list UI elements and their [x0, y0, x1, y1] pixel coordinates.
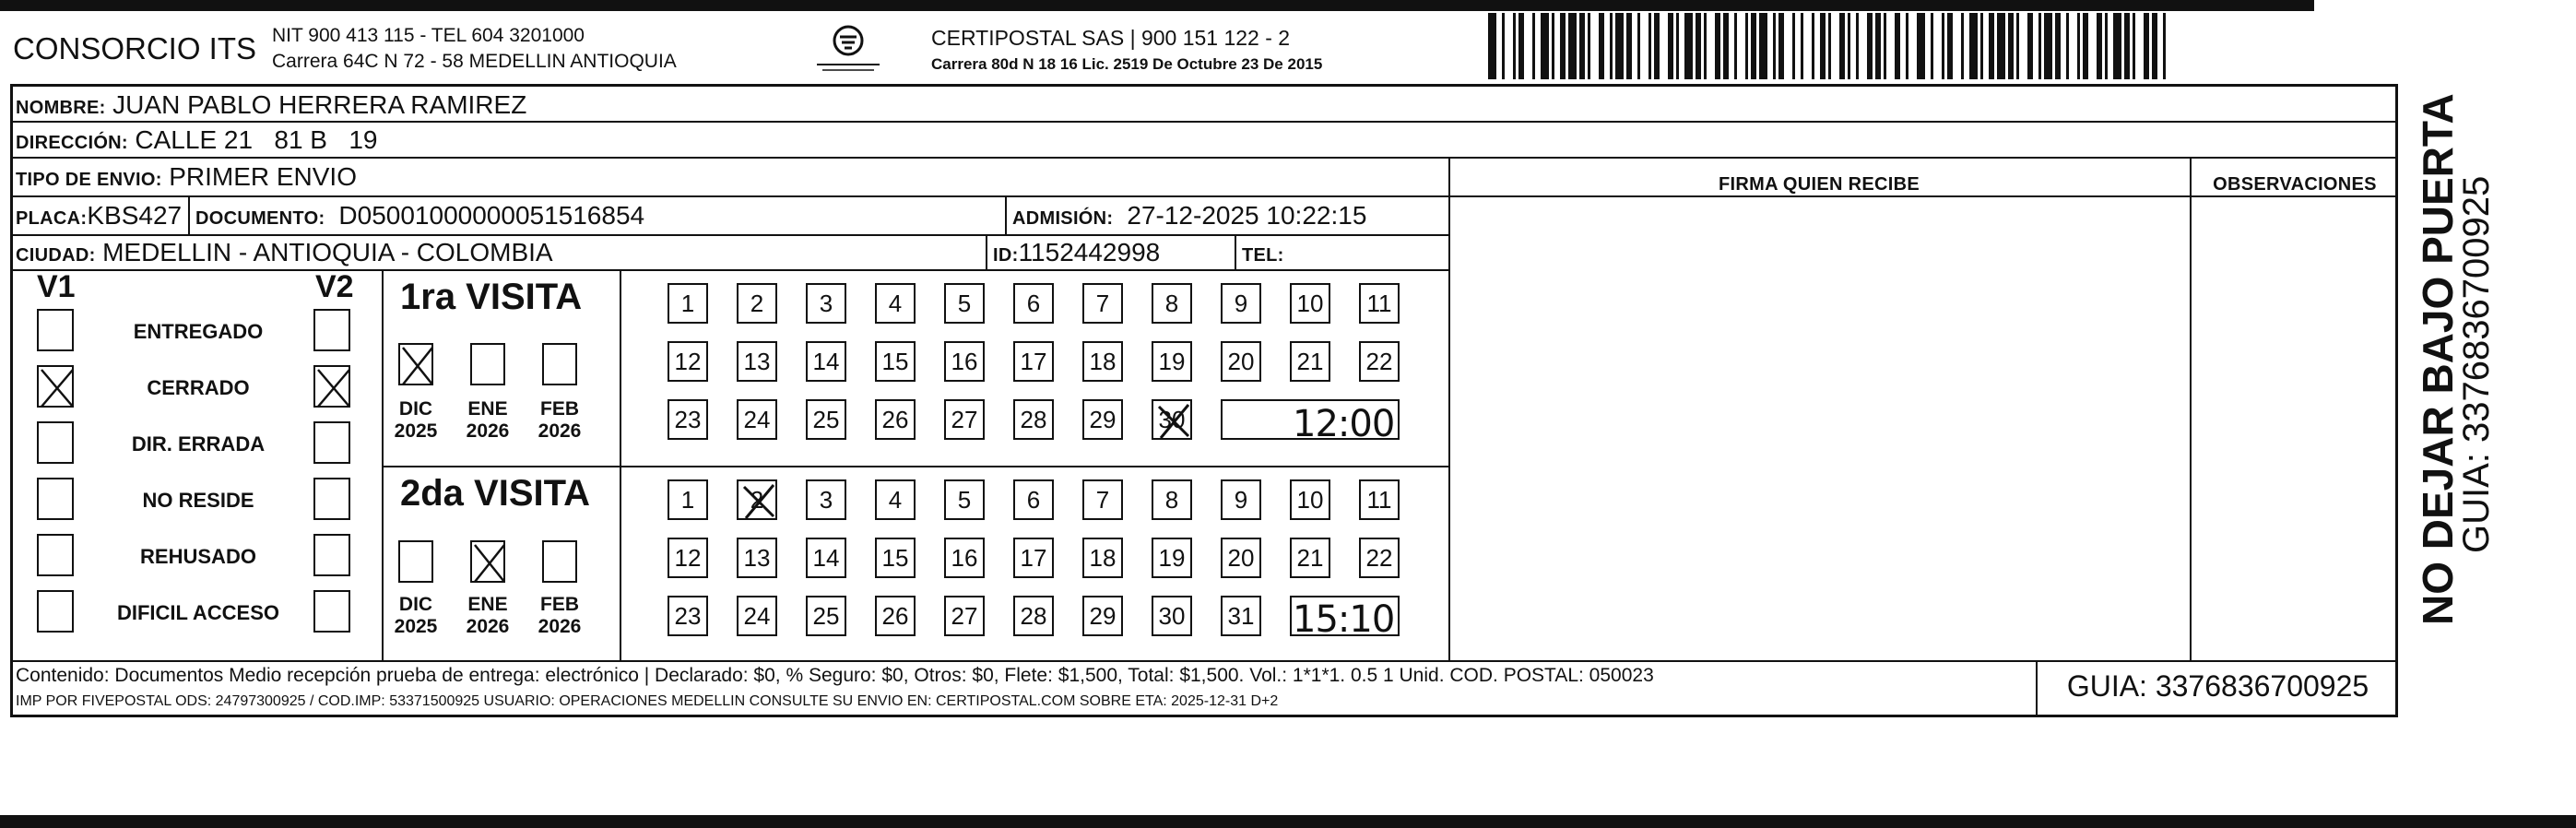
v2-status-checkbox[interactable] [313, 534, 350, 576]
month-checkbox[interactable] [398, 343, 433, 385]
barcode-bar [2113, 13, 2121, 79]
status-label: CERRADO [147, 376, 250, 399]
barcode-bar [1704, 13, 1707, 79]
v2-header: V2 [315, 269, 354, 304]
barcode-bar [1848, 13, 1850, 79]
day-box[interactable]: 26 [875, 399, 916, 440]
day-box[interactable]: 20 [1221, 341, 1261, 382]
day-box[interactable]: 24 [737, 596, 777, 636]
documento-value: D05001000000051516854 [338, 201, 645, 230]
direccion-row: DIRECCIÓN: CALLE 21 81 B 19 [16, 125, 378, 154]
day-box[interactable]: 3 [806, 283, 846, 324]
barcode-bar [1599, 13, 1604, 79]
col-divider [2190, 157, 2192, 660]
barcode-bar [2124, 13, 2130, 79]
day-box[interactable]: 12 [668, 341, 708, 382]
tipo-envio-row: TIPO DE ENVIO: PRIMER ENVIO [16, 162, 357, 191]
barcode-bar [1513, 13, 1516, 79]
month-year: 2026 [538, 420, 582, 442]
carrier-address: Carrera 80d N 18 16 Lic. 2519 De Octubre 23 De 2015 [931, 55, 1323, 73]
row-divider [382, 466, 1448, 467]
day-box[interactable]: 8 [1152, 283, 1192, 324]
v1-status-checkbox[interactable] [37, 421, 74, 464]
row-divider [10, 234, 1448, 236]
month-year: 2026 [538, 616, 582, 637]
barcode-bar [2077, 13, 2080, 79]
barcode-bar [1552, 13, 1554, 79]
tel-cell: TEL: [1242, 245, 1284, 266]
day-box[interactable]: 11 [1359, 283, 1400, 324]
observaciones-header: OBSERVACIONES [2213, 174, 2377, 195]
barcode-bar [1820, 13, 1826, 79]
barcode-bar [1942, 13, 1944, 79]
v2-status-checkbox[interactable] [313, 478, 350, 520]
month-label [388, 398, 443, 443]
day-box[interactable]: 3 [806, 479, 846, 520]
ciudad-value: MEDELLIN - ANTIOQUIA - COLOMBIA [102, 238, 553, 266]
col-divider [1235, 234, 1236, 269]
day-box[interactable]: 16 [944, 341, 985, 382]
day-box[interactable]: 26 [875, 596, 916, 636]
status-label: NO RESIDE [142, 489, 254, 512]
day-box[interactable]: 21 [1290, 538, 1330, 578]
day-box[interactable]: 27 [944, 596, 985, 636]
month-year: 2025 [394, 616, 438, 637]
day-box[interactable]: 13 [737, 341, 777, 382]
month-year: 2026 [466, 420, 510, 442]
day-box[interactable]: 22 [1359, 538, 1400, 578]
v1-status-checkbox[interactable] [37, 534, 74, 576]
day-box[interactable]: 17 [1013, 341, 1054, 382]
day-box[interactable]: 17 [1013, 538, 1054, 578]
v1-status-checkbox[interactable] [37, 309, 74, 351]
v1-status-checkbox[interactable] [37, 478, 74, 520]
day-box[interactable]: 15 [875, 538, 916, 578]
barcode-bar [2105, 13, 2108, 79]
day-box[interactable]: 29 [1082, 399, 1123, 440]
barcode-bar [2008, 13, 2014, 79]
v1-status-checkbox[interactable] [37, 365, 74, 408]
barcode-bar [1615, 13, 1624, 79]
firma-header: FIRMA QUIEN RECIBE [1719, 174, 1920, 195]
admision-cell: ADMISIÓN: 27-12-2025 10:22:15 [1012, 201, 1367, 230]
day-box[interactable]: 2 [737, 479, 777, 520]
status-label: ENTREGADO [133, 320, 264, 343]
barcode-bar [1637, 13, 1640, 79]
barcode-bar [2163, 13, 2166, 79]
company-name: CONSORCIO ITS [13, 31, 257, 65]
barcode-bar [2027, 13, 2033, 79]
barcode-bar [2097, 13, 2102, 79]
day-box[interactable]: 10 [1290, 479, 1330, 520]
barcode-bar [1560, 13, 1566, 79]
day-box[interactable]: 27 [944, 399, 985, 440]
barcode-bar [1502, 13, 1505, 79]
month-checkbox[interactable] [470, 343, 505, 385]
col-divider [188, 195, 190, 234]
day-box[interactable]: 28 [1013, 596, 1054, 636]
tipo-envio-value: PRIMER ENVIO [169, 162, 357, 191]
barcode-bar [1541, 13, 1549, 79]
barcode-bar [2066, 13, 2069, 79]
col-divider [382, 269, 384, 660]
footer-guia: GUIA: 3376836700925 [2066, 669, 2369, 703]
barcode-bar [1773, 13, 1776, 79]
day-box[interactable]: 8 [1152, 479, 1192, 520]
month-label [532, 398, 587, 443]
day-box[interactable]: 9 [1221, 283, 1261, 324]
day-box[interactable]: 14 [806, 538, 846, 578]
certipostal-logo [811, 20, 885, 76]
barcode-bar [1734, 13, 1737, 79]
day-box[interactable]: 5 [944, 283, 985, 324]
day-box[interactable]: 29 [1082, 596, 1123, 636]
day-box[interactable]: 6 [1013, 283, 1054, 324]
barcode-bar [1792, 13, 1795, 79]
barcode-bar [1715, 13, 1720, 79]
top-border-bar [0, 0, 2314, 11]
barcode-bar [1626, 13, 1632, 79]
barcode-bar [1839, 13, 1845, 79]
documento-cell: DOCUMENTO: D05001000000051516854 [195, 201, 645, 230]
barcode-bar [1931, 13, 1933, 79]
footer-contenido: Contenido: Documentos Medio recepción prueba de entrega: electrónico | Declarado: $0, % Seguro: $0, Otros: $0, Flete: $1,500, Total: $1,500. Vol.: 1*1*1. 0.5 1 Unid. COD. POSTAL: 050023 [16, 665, 1654, 686]
ciudad-cell: CIUDAD: MEDELLIN - ANTIOQUIA - COLOMBIA [16, 238, 553, 266]
day-box[interactable]: 21 [1290, 341, 1330, 382]
side-guia: GUIA: 3376836700925 [2456, 175, 2497, 553]
placa-value: KBS427 [87, 201, 183, 230]
bottom-border-bar [0, 815, 2576, 828]
side-warning: NO DEJAR BAJO PUERTA [2414, 93, 2462, 625]
month-year: 2026 [466, 616, 510, 637]
barcode-bar [1684, 13, 1693, 79]
day-box[interactable]: 13 [737, 538, 777, 578]
day-box[interactable]: 5 [944, 479, 985, 520]
second-visit-title: 2da VISITA [400, 473, 590, 514]
admision-value: 27-12-2025 10:22:15 [1127, 201, 1367, 230]
month-label [460, 594, 515, 638]
day-box[interactable]: 14 [806, 341, 846, 382]
barcode-bar [1884, 13, 1886, 79]
carrier-name: CERTIPOSTAL SAS | 900 151 122 - 2 [931, 26, 1291, 50]
barcode-bar [1759, 13, 1767, 79]
day-box[interactable]: 23 [668, 596, 708, 636]
day-box[interactable]: 7 [1082, 283, 1123, 324]
barcode-bar [2044, 13, 2052, 79]
barcode-bar [1917, 13, 1925, 79]
day-box[interactable]: 23 [668, 399, 708, 440]
month-name: DIC [398, 398, 433, 420]
month-name: ENE [467, 594, 508, 615]
barcode-bar [1947, 13, 1953, 79]
barcode-bar [1518, 13, 1524, 79]
col-divider [620, 269, 621, 660]
barcode-bar [1989, 13, 1994, 79]
status-label: REHUSADO [140, 545, 256, 568]
barcode-bar [2016, 13, 2019, 79]
v2-status-checkbox[interactable] [313, 365, 350, 408]
col-divider [1448, 157, 1450, 660]
barcode-bar [1488, 13, 1496, 79]
first-visit-time: 12:00 [1293, 403, 1395, 445]
barcode-bar [1723, 13, 1729, 79]
nombre-value: JUAN PABLO HERRERA RAMIREZ [112, 90, 527, 119]
month-checkbox[interactable] [542, 343, 577, 385]
day-box[interactable]: 1 [668, 479, 708, 520]
id-value: 1152442998 [1018, 238, 1161, 266]
day-box[interactable]: 1 [668, 283, 708, 324]
col-divider [986, 234, 987, 269]
day-box[interactable]: 4 [875, 479, 916, 520]
month-label [388, 594, 443, 638]
company-address: Carrera 64C N 72 - 58 MEDELLIN ANTIOQUIA [272, 51, 677, 72]
day-box[interactable]: 2 [737, 283, 777, 324]
month-name: DIC [398, 594, 433, 615]
footer-imp: IMP POR FIVEPOSTAL ODS: 24797300925 / COD.IMP: 53371500925 USUARIO: OPERACIONES MEDELLIN CONSULTE SU ENVIO EN: CERTIPOSTAL.COM SOBRE ETA: 2025-12-31 D+2 [16, 693, 1279, 709]
day-box[interactable]: 18 [1082, 538, 1123, 578]
barcode-bar [1588, 13, 1590, 79]
barcode [1488, 13, 2170, 79]
barcode-bar [1751, 13, 1756, 79]
second-visit-time: 15:10 [1293, 598, 1395, 641]
barcode-bar [1969, 13, 1978, 79]
day-box[interactable]: 6 [1013, 479, 1054, 520]
day-box[interactable]: 31 [1221, 596, 1261, 636]
barcode-bar [1812, 13, 1814, 79]
barcode-bar [1980, 13, 1983, 79]
day-box[interactable]: 9 [1221, 479, 1261, 520]
day-box[interactable]: 30 [1152, 399, 1192, 440]
barcode-bar [1696, 13, 1701, 79]
day-box[interactable]: 19 [1152, 341, 1192, 382]
day-box[interactable]: 16 [944, 538, 985, 578]
status-label: DIFICIL ACCESO [116, 601, 279, 624]
v2-status-checkbox[interactable] [313, 590, 350, 633]
barcode-bar [1895, 13, 1900, 79]
day-box[interactable]: 12 [668, 538, 708, 578]
month-year: 2025 [394, 420, 438, 442]
barcode-bar [2144, 13, 2149, 79]
day-box[interactable]: 15 [875, 341, 916, 382]
barcode-bar [1532, 13, 1535, 79]
barcode-bar [1906, 13, 1908, 79]
barcode-bar [2038, 13, 2041, 79]
barcode-bar [1654, 13, 1660, 79]
month-checkbox[interactable] [470, 540, 505, 583]
barcode-bar [1610, 13, 1613, 79]
day-box[interactable]: 7 [1082, 479, 1123, 520]
day-box[interactable]: 18 [1082, 341, 1123, 382]
barcode-bar [1668, 13, 1673, 79]
day-box[interactable]: 28 [1013, 399, 1054, 440]
barcode-bar [1961, 13, 1964, 79]
v1-status-checkbox[interactable] [37, 590, 74, 633]
barcode-bar [1997, 13, 2005, 79]
month-checkbox[interactable] [398, 540, 433, 583]
barcode-bar [1867, 13, 1873, 79]
barcode-bar [1579, 13, 1585, 79]
month-checkbox[interactable] [542, 540, 577, 583]
barcode-bar [2055, 13, 2061, 79]
day-box[interactable]: 10 [1290, 283, 1330, 324]
barcode-bar [1568, 13, 1577, 79]
placa-cell: PLACA:KBS427 [16, 201, 183, 230]
first-visit-title: 1ra VISITA [400, 277, 583, 317]
day-box[interactable]: 25 [806, 399, 846, 440]
barcode-bar [2152, 13, 2157, 79]
barcode-bar [1828, 13, 1831, 79]
v1-header: V1 [37, 269, 76, 304]
day-box[interactable]: 22 [1359, 341, 1400, 382]
company-nit: NIT 900 413 115 - TEL 604 3201000 [272, 25, 585, 46]
barcode-bar [1856, 13, 1859, 79]
v2-status-checkbox[interactable] [313, 421, 350, 464]
row-divider [10, 660, 2398, 662]
day-box[interactable]: 24 [737, 399, 777, 440]
row-divider [10, 121, 2398, 123]
day-box[interactable]: 25 [806, 596, 846, 636]
direccion-value: CALLE 21 81 B 19 [135, 125, 378, 154]
day-box[interactable]: 30 [1152, 596, 1192, 636]
barcode-bar [1676, 13, 1679, 79]
month-label [532, 594, 587, 638]
col-divider [1005, 195, 1007, 234]
day-box[interactable]: 11 [1359, 479, 1400, 520]
barcode-bar [1778, 13, 1784, 79]
status-label: DIR. ERRADA [131, 432, 266, 455]
barcode-bar [1648, 13, 1651, 79]
barcode-bar [1875, 13, 1881, 79]
day-box[interactable]: 19 [1152, 538, 1192, 578]
month-label [460, 398, 515, 443]
row-divider [10, 157, 2398, 159]
barcode-bar [2133, 13, 2135, 79]
nombre-row: NOMBRE: JUAN PABLO HERRERA RAMIREZ [16, 90, 527, 119]
v2-status-checkbox[interactable] [313, 309, 350, 351]
row-divider [10, 269, 1448, 271]
month-name: ENE [467, 398, 508, 420]
day-box[interactable]: 4 [875, 283, 916, 324]
barcode-bar [2083, 13, 2088, 79]
barcode-bar [1745, 13, 1748, 79]
month-name: FEB [540, 398, 579, 420]
barcode-bar [1801, 13, 1803, 79]
id-cell: ID:1152442998 [993, 238, 1161, 266]
day-box[interactable]: 20 [1221, 538, 1261, 578]
month-name: FEB [540, 594, 579, 615]
